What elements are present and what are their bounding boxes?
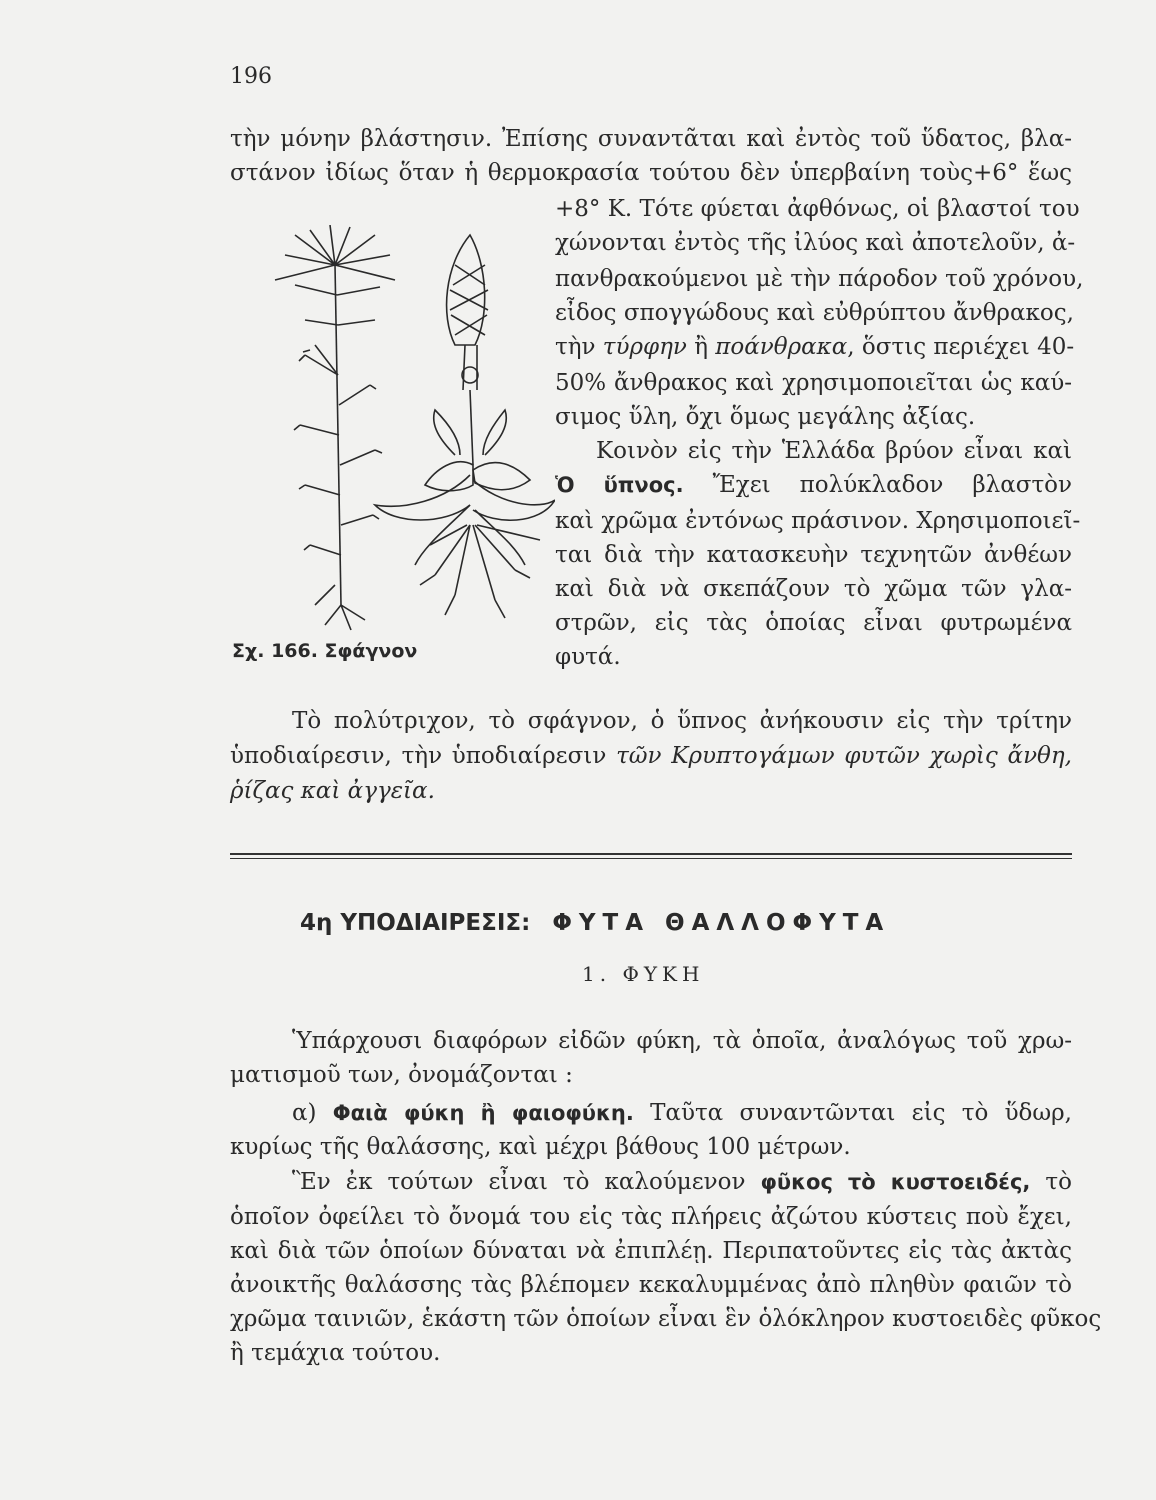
text-line: ἀνοικτῆς θαλάσσης τὰς βλέπομεν κεκαλυμμένας ἀπὸ πληθὺν φαιῶν τὸ [230,1272,1072,1298]
divider [230,853,1072,855]
text-line: καὶ διὰ νὰ σκεπάζουν τὸ χῶμα τῶν γλα- [555,576,1072,602]
text-line: ὁποῖον ὀφείλει τὸ ὄνομά του εἰς τὰς πλήρεις ἀζώτου κύστεις ποὺ ἔχει, [230,1204,1072,1230]
text-line: στάνον ἰδίως ὅταν ἡ θερμοκρασία τούτου δὲν ὑπερβαίνη τοὺς+6° ἕως [230,160,1072,186]
text-line: σιμος ὕλη, ὄχι ὅμως μεγάλης ἀξίας. [555,404,976,430]
text-line: εἶδος σπογγώδους καὶ εὐθρύπτου ἄνθρακος, [555,300,1074,326]
text-line: Ἓν ἐκ τούτων εἶναι τὸ καλούμενον φῦκος τὸ κυστοειδές, τὸ [292,1169,1072,1195]
text-line: α) Φαιὰ φύκη ἢ φαιοφύκη. Ταῦτα συναντῶνται εἰς τὸ ὕδωρ, [292,1100,1072,1126]
divider [230,858,1072,859]
text-line: Ὑπάρχουσι διαφόρων εἰδῶν φύκη, τὰ ὁποῖα, ἀναλόγως τοῦ χρω- [292,1028,1072,1054]
text-line: Ὁ ὕπνος. Ἔχει πολύκλαδον βλαστὸν [555,472,1073,498]
text-line: ματισμοῦ των, ὀνομάζονται : [230,1062,573,1088]
text-line: καὶ διὰ τῶν ὁποίων δύναται νὰ ἐπιπλέῃ. Περιπατοῦντες εἰς τὰς ἀκτὰς [230,1238,1072,1264]
text-line: Τὸ πολύτριχον, τὸ σφάγνον, ὁ ὕπνος ἀνήκουσιν εἰς τὴν τρίτην [292,708,1072,734]
subheading: 1. ΦΥΚΗ [582,962,705,986]
sphagnum-illustration [255,225,555,645]
text-line: ῥίζας καὶ ἀγγεῖα. [230,778,435,804]
page-number: 196 [230,64,272,89]
text-line: Κοινὸν εἰς τὴν Ἑλλάδα βρύον εἶναι καὶ [596,438,1072,464]
section-heading: 4η ΥΠΟΔΙΑΙΡΕΣΙΣ: ΦΥΤΑ ΘΑΛΛΟΦΥΤΑ [300,910,891,936]
text-line: κυρίως τῆς θαλάσσης, καὶ μέχρι βάθους 100 μέτρων. [230,1134,851,1160]
text-line: πανθρακούμενοι μὲ τὴν πάροδον τοῦ χρόνου, [555,266,1084,292]
figure-caption: Σχ. 166. Σφάγνον [232,640,418,662]
text-line: χώνονται ἐντὸς τῆς ἰλύος καὶ ἀποτελοῦν, ἀ- [555,230,1076,256]
text-line: τὴν μόνην βλάστησιν. Ἐπίσης συναντᾶται καὶ ἐντὸς τοῦ ὕδατος, βλα- [230,126,1072,152]
text-line: φυτά. [555,644,621,670]
text-line: ἢ τεμάχια τούτου. [230,1340,441,1366]
text-line: ὑποδιαίρεσιν, τὴν ὑποδιαίρεσιν τῶν Κρυπτογάμων φυτῶν χωρὶς ἄνθη, [230,743,1072,769]
text-line: καὶ χρῶμα ἐντόνως πράσινον. Χρησιμοποιεῖ- [555,508,1081,534]
text-line: 50% ἄνθρακος καὶ χρησιμοποιεῖται ὡς καύ- [555,370,1072,396]
text-line: χρῶμα ταινιῶν, ἑκάστη τῶν ὁποίων εἶναι ἓν ὁλόκληρον κυστοειδὲς φῦκος [230,1306,1102,1332]
text-line: τὴν τύρφην ἢ ποάνθρακα, ὅστις περιέχει 40- [555,334,1075,360]
text-line: +8° Κ. Τότε φύεται ἀφθόνως, οἱ βλαστοί του [555,196,1080,222]
text-line: στρῶν, εἰς τὰς ὁποίας εἶναι φυτρωμένα [555,610,1072,636]
text-line: ται διὰ τὴν κατασκευὴν τεχνητῶν ἀνθέων [555,542,1072,568]
